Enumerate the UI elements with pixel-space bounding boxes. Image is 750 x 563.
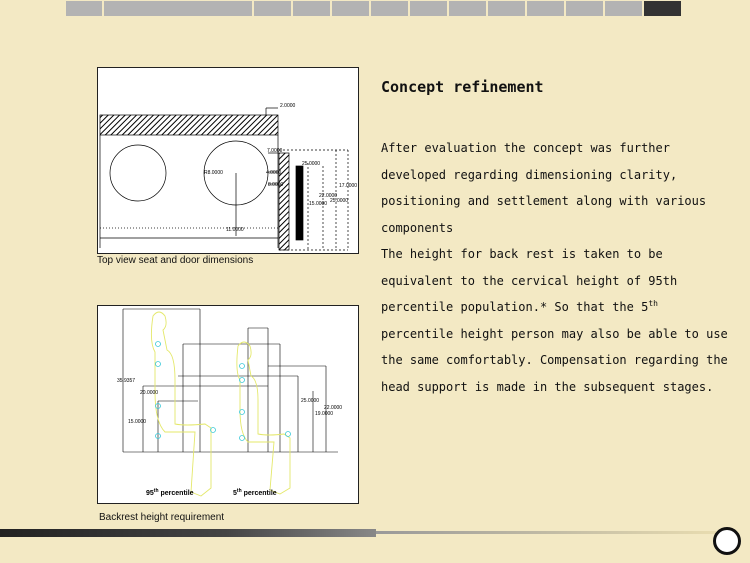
- dim-label: 2.0000: [280, 103, 296, 109]
- nav-segment[interactable]: [605, 1, 642, 16]
- body-text: [381, 135, 736, 400]
- nav-segment[interactable]: [449, 1, 486, 16]
- dim-label: R8.0000: [204, 170, 223, 176]
- backrest-height-drawing: [97, 305, 359, 504]
- figure2-caption: Backrest height requirement: [99, 512, 225, 523]
- paragraph: The height for back rest is taken to be equivalent to the cervical height of 95th percentile population.* So that the 5th percentile height person may also be able to use the same comfortably. Compensation regarding the head support is made in the subsequent stages.: [381, 247, 728, 394]
- dim-label: 25.0000: [330, 198, 349, 204]
- nav-segment[interactable]: [488, 1, 525, 16]
- dim-label: 25.0000: [301, 398, 320, 404]
- nav-segment[interactable]: [410, 1, 447, 16]
- paragraph: After evaluation the concept was further developed regarding dimensioning clarity, positioning and settlement along with various components: [381, 141, 707, 235]
- nav-segment[interactable]: [527, 1, 564, 16]
- nav-segment[interactable]: [371, 1, 408, 16]
- dim-label: 17.0000: [339, 183, 358, 189]
- dim-label: 4.0000: [266, 170, 282, 176]
- nav-segment[interactable]: [332, 1, 369, 16]
- page-title: Concept refinement: [381, 78, 544, 96]
- dim-label: 7.0000: [267, 148, 283, 154]
- nav-segment[interactable]: [66, 1, 102, 16]
- nav-segment[interactable]: [293, 1, 330, 16]
- bottom-bar-fade: [376, 531, 716, 534]
- dim-label: 22.0000: [324, 405, 343, 411]
- percentile-5-label: 5th percentile: [233, 488, 277, 497]
- bottom-bar: [0, 529, 376, 537]
- next-slide-button[interactable]: [713, 527, 741, 555]
- percentile-95-label: 95th percentile: [146, 488, 194, 497]
- top-nav-strip: [66, 1, 683, 16]
- dim-label: 25.0000: [302, 161, 321, 167]
- figure1-caption: Top view seat and door dimensions: [97, 255, 254, 266]
- dim-label: 20.0000: [140, 390, 159, 396]
- seat-door-drawing: [97, 67, 359, 254]
- dim-label: 15.0000: [128, 419, 147, 425]
- nav-segment-active[interactable]: [644, 1, 681, 16]
- dim-label: 15.0000: [309, 201, 328, 207]
- dim-label: 19.0000: [315, 411, 334, 417]
- nav-segment[interactable]: [104, 1, 252, 16]
- dim-label: 11.0000: [226, 227, 244, 233]
- dim-label: 22.0000: [319, 193, 338, 199]
- nav-segment[interactable]: [254, 1, 291, 16]
- nav-segment[interactable]: [566, 1, 603, 16]
- dim-label: 35.9357: [117, 378, 136, 384]
- dim-label: 8.0000: [268, 182, 284, 188]
